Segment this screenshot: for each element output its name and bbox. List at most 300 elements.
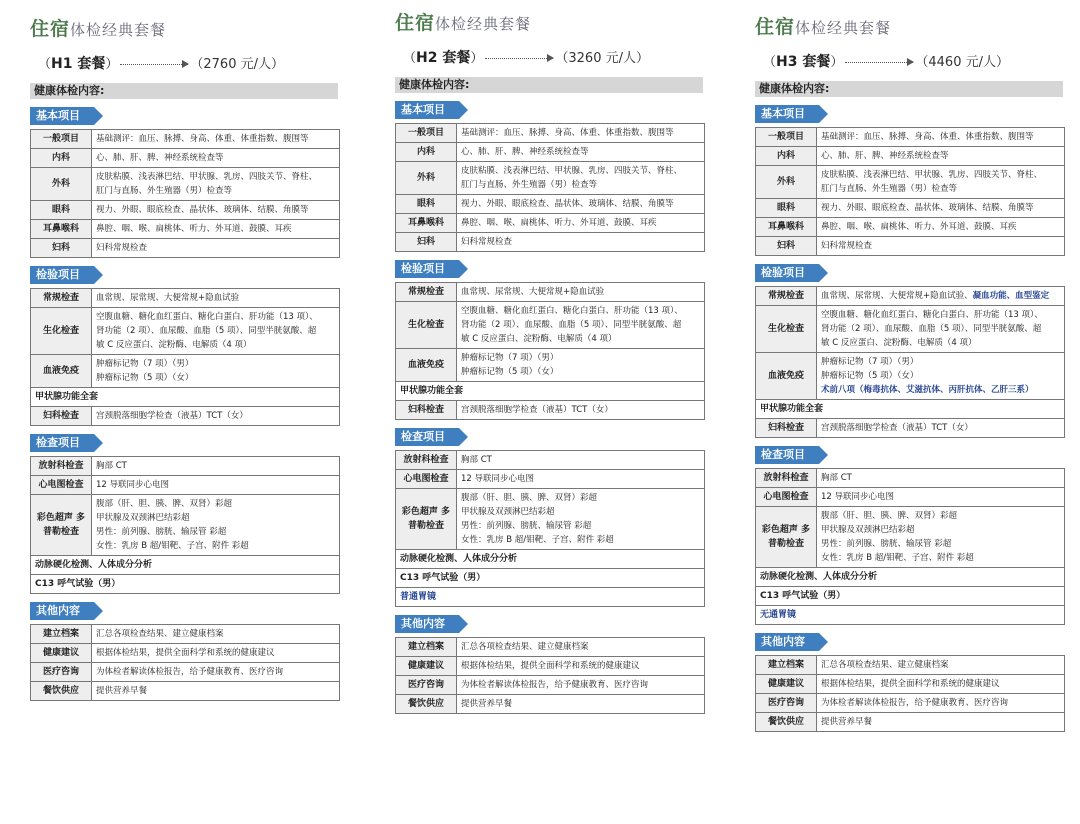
detail-line: 12 导联同步心电图 xyxy=(96,480,170,490)
item-detail xyxy=(92,476,340,495)
item-detail xyxy=(457,401,705,420)
detail-line: 肾功能（2 项）、血尿酸、血脂（5 项）、同型半胱氨酸、超 xyxy=(96,326,317,336)
full-row-item: C13 呼气试验（男） xyxy=(396,569,705,588)
package-price-line: （H1 套餐） （2760 元/人） xyxy=(38,56,285,72)
item-detail xyxy=(92,625,340,644)
detail-line: 肛门与直肠、外生殖器（男）检查等 xyxy=(96,186,233,196)
item-detail xyxy=(457,695,705,714)
section-table xyxy=(755,286,1065,438)
table-row xyxy=(756,568,1065,587)
detail-line: 根据体检结果，提供全面科学和系统的健康建议 xyxy=(821,679,1000,689)
item-category: 妇科 xyxy=(31,239,92,258)
table-row xyxy=(31,168,340,201)
section-header: 其他内容 xyxy=(755,633,819,651)
detail-line: 女性：乳房 B 超/钼靶、子宫、附件 彩超 xyxy=(821,553,974,563)
detail-line: 肾功能（2 项）、血尿酸、血脂（5 项）、同型半胱氨酸、超 xyxy=(821,324,1042,334)
section-header: 检查项目 xyxy=(30,434,94,452)
item-detail xyxy=(817,306,1065,353)
detail-line: 为体检者解读体检报告，给予健康教育、医疗咨询 xyxy=(96,667,284,677)
item-detail xyxy=(457,195,705,214)
detail-line: 女性：乳房 B 超/钼靶、子宫、附件 彩超 xyxy=(96,541,249,551)
table-row xyxy=(31,682,340,701)
item-category: 生化检查 xyxy=(756,306,817,353)
item-category: 血液免疫 xyxy=(396,349,457,382)
full-row-item: 甲状腺功能全套 xyxy=(396,382,705,401)
detail-line: 12 导联同步心电图 xyxy=(461,474,535,484)
item-detail xyxy=(92,663,340,682)
item-category: 医疗咨询 xyxy=(396,676,457,695)
detail-line: 宫颈脱落细胞学检查（液基）TCT（女） xyxy=(461,405,613,415)
detail-line: 肿瘤标记物（7 项）（男） xyxy=(461,353,559,363)
detail-line: 肿瘤标记物（5 项）（女） xyxy=(821,371,919,381)
item-detail xyxy=(457,349,705,382)
item-detail xyxy=(817,218,1065,237)
item-category: 一般项目 xyxy=(31,130,92,149)
section-table xyxy=(30,456,340,594)
detail-line: 心、肺、肝、脾、神经系统检查等 xyxy=(96,153,224,163)
item-detail xyxy=(92,644,340,663)
item-detail xyxy=(457,283,705,302)
package-price-line: （H3 套餐） （4460 元/人） xyxy=(763,54,1010,70)
item-detail xyxy=(817,469,1065,488)
section-header: 其他内容 xyxy=(30,602,94,620)
detail-line-wrap xyxy=(821,289,1060,303)
item-detail xyxy=(817,694,1065,713)
item-category: 外科 xyxy=(31,168,92,201)
section-table xyxy=(30,624,340,701)
item-category: 餐饮供应 xyxy=(756,713,817,732)
item-category: 耳鼻喉科 xyxy=(396,214,457,233)
detail-line: 血常规、尿常规、大便常规+隐血试验 xyxy=(461,287,605,297)
item-category: 常规检查 xyxy=(396,283,457,302)
table-row xyxy=(756,237,1065,256)
section-table xyxy=(395,637,705,714)
highlight-line: 术前八项（梅毒抗体、艾滋抗体、丙肝抗体、乙肝三系） xyxy=(821,385,1034,395)
section-header: 检查项目 xyxy=(755,446,819,464)
item-category: 医疗咨询 xyxy=(756,694,817,713)
title-main: 住宿 xyxy=(30,18,71,40)
detail-line: 腹部（肝、胆、胰、脾、双肾）彩超 xyxy=(461,493,598,503)
detail-line: 女性：乳房 B 超/钼靶、子宫、附件 彩超 xyxy=(461,535,614,545)
detail-line: 为体检者解读体检报告，给予健康教育、医疗咨询 xyxy=(821,698,1009,708)
section-header: 基本项目 xyxy=(755,105,819,123)
package-price: 4460 元/人 xyxy=(928,55,996,70)
item-category: 餐饮供应 xyxy=(396,695,457,714)
item-detail xyxy=(92,407,340,426)
item-category: 耳鼻喉科 xyxy=(31,220,92,239)
section-table xyxy=(395,123,705,252)
item-detail xyxy=(92,308,340,355)
item-category: 妇科检查 xyxy=(756,419,817,438)
table-row xyxy=(756,675,1065,694)
package-code: H1 套餐 xyxy=(51,56,106,72)
table-row xyxy=(756,469,1065,488)
table-row xyxy=(396,382,705,401)
item-detail xyxy=(457,451,705,470)
title-sub: 体检经典套餐 xyxy=(435,15,532,33)
item-category: 一般项目 xyxy=(396,124,457,143)
item-detail xyxy=(817,488,1065,507)
detail-line: 宫颈脱落细胞学检查（液基）TCT（女） xyxy=(96,411,248,421)
full-row-item: 动脉硬化检测、人体成分分析 xyxy=(396,550,705,569)
detail-line: 空腹血糖、糖化血红蛋白、糖化白蛋白、肝功能（13 项）、 xyxy=(821,310,1043,320)
detail-line: 提供营养早餐 xyxy=(461,699,513,709)
package-price-line: （H2 套餐） （3260 元/人） xyxy=(403,50,650,66)
table-row xyxy=(396,676,705,695)
table-row xyxy=(31,457,340,476)
item-detail xyxy=(457,302,705,349)
table-row xyxy=(756,606,1065,625)
item-detail xyxy=(457,470,705,489)
section-table xyxy=(395,282,705,420)
item-detail xyxy=(92,682,340,701)
detail-line: 基础测评：血压、脉搏、身高、体重、体重指数、腹围等 xyxy=(821,132,1034,142)
section-table xyxy=(30,288,340,426)
arrow-icon xyxy=(485,58,553,59)
item-category: 生化检查 xyxy=(396,302,457,349)
table-row xyxy=(396,233,705,252)
item-category: 建立档案 xyxy=(756,656,817,675)
table-row xyxy=(396,451,705,470)
item-detail xyxy=(817,419,1065,438)
table-row xyxy=(756,353,1065,400)
table-row xyxy=(396,349,705,382)
detail-line: 为体检者解读体检报告，给予健康教育、医疗咨询 xyxy=(461,680,649,690)
item-category: 常规检查 xyxy=(31,289,92,308)
full-row-item: 动脉硬化检测、人体成分分析 xyxy=(756,568,1065,587)
section-header: 检验项目 xyxy=(755,264,819,282)
item-category: 妇科检查 xyxy=(31,407,92,426)
section-table xyxy=(755,655,1065,732)
table-row xyxy=(31,388,340,407)
item-detail xyxy=(817,507,1065,568)
item-detail xyxy=(92,149,340,168)
table-row xyxy=(756,507,1065,568)
exam-content-header: 健康体检内容: xyxy=(395,77,703,93)
item-category: 内科 xyxy=(756,147,817,166)
item-detail xyxy=(817,128,1065,147)
detail-line: 胸部 CT xyxy=(461,455,492,465)
detail-line: 皮肤粘膜、浅表淋巴结、甲状腺、乳房、四肢关节、脊柱、 xyxy=(96,172,318,182)
exam-content-header: 健康体检内容: xyxy=(755,81,1063,97)
table-row xyxy=(396,588,705,607)
detail-line: 肿瘤标记物（7 项）（男） xyxy=(821,357,919,367)
table-row xyxy=(31,289,340,308)
item-detail xyxy=(92,220,340,239)
table-row xyxy=(31,149,340,168)
table-row xyxy=(31,644,340,663)
table-row xyxy=(396,569,705,588)
section-header: 检验项目 xyxy=(30,266,94,284)
item-detail xyxy=(817,287,1065,306)
item-detail xyxy=(817,147,1065,166)
detail-line: 空腹血糖、糖化血红蛋白、糖化白蛋白、肝功能（13 项）、 xyxy=(461,306,683,316)
detail-line: 鼻腔、咽、喉、扁桃体、听力、外耳道、鼓膜、耳疾 xyxy=(821,222,1017,232)
item-category: 健康建议 xyxy=(31,644,92,663)
title-sub: 体检经典套餐 xyxy=(795,19,892,37)
detail-line: 腹部（肝、胆、胰、脾、双肾）彩超 xyxy=(821,511,958,521)
table-row xyxy=(756,587,1065,606)
item-detail xyxy=(457,162,705,195)
item-detail xyxy=(457,676,705,695)
detail-line: 基础测评：血压、脉搏、身高、体重、体重指数、腹围等 xyxy=(96,134,309,144)
detail-line: 胸部 CT xyxy=(821,473,852,483)
table-row xyxy=(31,220,340,239)
table-row xyxy=(756,656,1065,675)
table-row xyxy=(756,166,1065,199)
table-row xyxy=(756,400,1065,419)
table-row xyxy=(756,488,1065,507)
detail-line: 根据体检结果，提供全面科学和系统的健康建议 xyxy=(96,648,275,658)
table-row xyxy=(31,575,340,594)
item-detail xyxy=(92,457,340,476)
detail-line: 妇科常规检查 xyxy=(461,237,513,247)
table-row xyxy=(756,713,1065,732)
detail-line: 汇总各项检查结果、建立健康档案 xyxy=(96,629,224,639)
full-row-item: 甲状腺功能全套 xyxy=(31,388,340,407)
table-row xyxy=(31,201,340,220)
item-detail xyxy=(817,656,1065,675)
title-main: 住宿 xyxy=(395,12,436,34)
table-row xyxy=(396,302,705,349)
item-category: 眼科 xyxy=(756,199,817,218)
item-category: 一般项目 xyxy=(756,128,817,147)
table-row xyxy=(396,214,705,233)
item-category: 健康建议 xyxy=(396,657,457,676)
table-row xyxy=(396,470,705,489)
table-row xyxy=(756,147,1065,166)
table-row xyxy=(396,124,705,143)
section-header: 检查项目 xyxy=(395,428,459,446)
item-category: 医疗咨询 xyxy=(31,663,92,682)
table-row xyxy=(396,195,705,214)
table-row xyxy=(31,130,340,149)
detail-line: 男性：前列腺、膀胱、输尿管 彩超 xyxy=(821,539,952,549)
table-row xyxy=(31,625,340,644)
item-category: 生化检查 xyxy=(31,308,92,355)
item-category: 建立档案 xyxy=(396,638,457,657)
section-table xyxy=(755,468,1065,625)
package-column-h1 xyxy=(30,12,340,701)
item-category: 血液免疫 xyxy=(756,353,817,400)
table-row xyxy=(396,638,705,657)
detail-line: 男性：前列腺、膀胱、输尿管 彩超 xyxy=(96,527,227,537)
table-row xyxy=(31,239,340,258)
full-row-item: 甲状腺功能全套 xyxy=(756,400,1065,419)
table-row xyxy=(756,128,1065,147)
item-category: 餐饮供应 xyxy=(31,682,92,701)
detail-line: 心、肺、肝、脾、神经系统检查等 xyxy=(461,147,589,157)
item-category: 建立档案 xyxy=(31,625,92,644)
item-category: 外科 xyxy=(396,162,457,195)
item-detail xyxy=(457,214,705,233)
table-row xyxy=(756,694,1065,713)
item-category: 内科 xyxy=(31,149,92,168)
table-row xyxy=(396,550,705,569)
table-row xyxy=(31,495,340,556)
section-header: 其他内容 xyxy=(395,615,459,633)
detail-line: 敏 C 反应蛋白、淀粉酶、电解质（4 项） xyxy=(96,340,252,350)
table-row xyxy=(31,355,340,388)
detail-line: 敏 C 反应蛋白、淀粉酶、电解质（4 项） xyxy=(461,334,617,344)
package-title xyxy=(395,6,705,40)
table-row xyxy=(396,657,705,676)
detail-line: 视力、外眼、眼底检查、晶状体、玻璃体、结膜、角膜等 xyxy=(461,199,674,209)
item-detail xyxy=(457,233,705,252)
table-row xyxy=(31,476,340,495)
table-row xyxy=(396,162,705,195)
item-category: 常规检查 xyxy=(756,287,817,306)
item-detail xyxy=(92,201,340,220)
exam-content-header: 健康体检内容: xyxy=(30,83,338,99)
item-detail xyxy=(92,289,340,308)
detail-line: 视力、外眼、眼底检查、晶状体、玻璃体、结膜、角膜等 xyxy=(821,203,1034,213)
item-category: 血液免疫 xyxy=(31,355,92,388)
detail-line: 肛门与直肠、外生殖器（男）检查等 xyxy=(821,184,958,194)
item-detail xyxy=(92,130,340,149)
detail-line: 胸部 CT xyxy=(96,461,127,471)
item-category: 健康建议 xyxy=(756,675,817,694)
item-category: 放射科检查 xyxy=(396,451,457,470)
section-header: 检验项目 xyxy=(395,260,459,278)
detail-line: 提供营养早餐 xyxy=(96,686,148,696)
full-row-item: 普通胃镜 xyxy=(396,588,705,607)
item-detail xyxy=(92,168,340,201)
detail-line: 汇总各项检查结果、建立健康档案 xyxy=(461,642,589,652)
detail-line: 妇科常规检查 xyxy=(96,243,148,253)
table-row xyxy=(396,283,705,302)
full-row-item: C13 呼气试验（男） xyxy=(31,575,340,594)
package-price: 3260 元/人 xyxy=(568,51,636,66)
detail-line: 腹部（肝、胆、胰、脾、双肾）彩超 xyxy=(96,499,233,509)
detail-line: 视力、外眼、眼底检查、晶状体、玻璃体、结膜、角膜等 xyxy=(96,205,309,215)
item-category: 放射科检查 xyxy=(756,469,817,488)
package-code: H2 套餐 xyxy=(416,50,471,66)
section-header: 基本项目 xyxy=(395,101,459,119)
detail-line: 血常规、尿常规、大便常规+隐血试验 xyxy=(96,293,240,303)
detail-line: 宫颈脱落细胞学检查（液基）TCT（女） xyxy=(821,423,973,433)
detail-line: 肿瘤标记物（7 项）（男） xyxy=(96,359,194,369)
item-category: 彩色超声 多普勒检查 xyxy=(396,489,457,550)
detail-line: 12 导联同步心电图 xyxy=(821,492,895,502)
detail-line: 妇科常规检查 xyxy=(821,241,873,251)
item-category: 耳鼻喉科 xyxy=(756,218,817,237)
item-category: 眼科 xyxy=(31,201,92,220)
item-detail xyxy=(457,657,705,676)
detail-line: 血常规、尿常规、大便常规+隐血试验、 xyxy=(821,291,973,301)
section-table xyxy=(755,127,1065,256)
item-category: 彩色超声 多普勒检查 xyxy=(756,507,817,568)
item-detail xyxy=(92,355,340,388)
item-detail xyxy=(817,675,1065,694)
detail-line: 男性：前列腺、膀胱、输尿管 彩超 xyxy=(461,521,592,531)
item-detail xyxy=(817,166,1065,199)
item-category: 彩色超声 多普勒检查 xyxy=(31,495,92,556)
item-detail xyxy=(457,638,705,657)
table-row xyxy=(396,401,705,420)
title-main: 住宿 xyxy=(755,16,796,38)
detail-line: 皮肤粘膜、浅表淋巴结、甲状腺、乳房、四肢关节、脊柱、 xyxy=(461,166,683,176)
table-row xyxy=(396,489,705,550)
table-row xyxy=(756,419,1065,438)
item-detail xyxy=(817,199,1065,218)
package-title xyxy=(755,10,1065,44)
table-row xyxy=(31,308,340,355)
item-detail xyxy=(92,239,340,258)
item-category: 内科 xyxy=(396,143,457,162)
item-detail xyxy=(817,353,1065,400)
package-column-h3 xyxy=(755,10,1065,732)
table-row xyxy=(31,663,340,682)
package-column-h2 xyxy=(395,6,705,714)
table-row xyxy=(756,306,1065,353)
detail-line: 鼻腔、咽、喉、扁桃体、听力、外耳道、鼓膜、耳疾 xyxy=(461,218,657,228)
table-row xyxy=(756,218,1065,237)
detail-line: 肿瘤标记物（5 项）（女） xyxy=(96,373,194,383)
detail-line: 基础测评：血压、脉搏、身高、体重、体重指数、腹围等 xyxy=(461,128,674,138)
table-row xyxy=(396,695,705,714)
item-category: 眼科 xyxy=(396,195,457,214)
table-row xyxy=(31,407,340,426)
item-category: 妇科 xyxy=(756,237,817,256)
detail-line: 皮肤粘膜、浅表淋巴结、甲状腺、乳房、四肢关节、脊柱、 xyxy=(821,170,1043,180)
detail-line: 鼻腔、咽、喉、扁桃体、听力、外耳道、鼓膜、耳疾 xyxy=(96,224,292,234)
detail-line: 空腹血糖、糖化血红蛋白、糖化白蛋白、肝功能（13 项）、 xyxy=(96,312,318,322)
item-detail xyxy=(457,124,705,143)
arrow-icon xyxy=(120,64,188,65)
item-category: 外科 xyxy=(756,166,817,199)
table-row xyxy=(31,556,340,575)
item-detail xyxy=(92,495,340,556)
detail-line: 肾功能（2 项）、血尿酸、血脂（5 项）、同型半胱氨酸、超 xyxy=(461,320,682,330)
item-category: 心电图检查 xyxy=(756,488,817,507)
section-header: 基本项目 xyxy=(30,107,94,125)
item-category: 心电图检查 xyxy=(31,476,92,495)
detail-line: 甲状腺及双颈淋巴结彩超 xyxy=(821,525,915,535)
detail-line: 肿瘤标记物（5 项）（女） xyxy=(461,367,559,377)
table-row xyxy=(756,199,1065,218)
detail-line: 敏 C 反应蛋白、淀粉酶、电解质（4 项） xyxy=(821,338,977,348)
item-detail xyxy=(457,489,705,550)
full-row-item: 动脉硬化检测、人体成分分析 xyxy=(31,556,340,575)
package-title xyxy=(30,12,340,46)
item-detail xyxy=(817,713,1065,732)
item-category: 心电图检查 xyxy=(396,470,457,489)
table-row xyxy=(756,287,1065,306)
detail-line: 根据体检结果，提供全面科学和系统的健康建议 xyxy=(461,661,640,671)
package-code: H3 套餐 xyxy=(776,54,831,70)
item-detail xyxy=(457,143,705,162)
package-price: 2760 元/人 xyxy=(203,57,271,72)
detail-line: 提供营养早餐 xyxy=(821,717,873,727)
title-sub: 体检经典套餐 xyxy=(70,21,167,39)
item-detail xyxy=(817,237,1065,256)
full-row-item: C13 呼气试验（男） xyxy=(756,587,1065,606)
table-row xyxy=(396,143,705,162)
arrow-icon xyxy=(845,62,913,63)
section-table xyxy=(30,129,340,258)
detail-line: 甲状腺及双颈淋巴结彩超 xyxy=(461,507,555,517)
section-table xyxy=(395,450,705,607)
item-category: 妇科 xyxy=(396,233,457,252)
detail-line: 汇总各项检查结果、建立健康档案 xyxy=(821,660,949,670)
full-row-item: 无通胃镜 xyxy=(756,606,1065,625)
item-category: 放射科检查 xyxy=(31,457,92,476)
highlight-text: 凝血功能、血型鉴定 xyxy=(972,291,1050,301)
detail-line: 心、肺、肝、脾、神经系统检查等 xyxy=(821,151,949,161)
detail-line: 肛门与直肠、外生殖器（男）检查等 xyxy=(461,180,598,190)
detail-line: 甲状腺及双颈淋巴结彩超 xyxy=(96,513,190,523)
